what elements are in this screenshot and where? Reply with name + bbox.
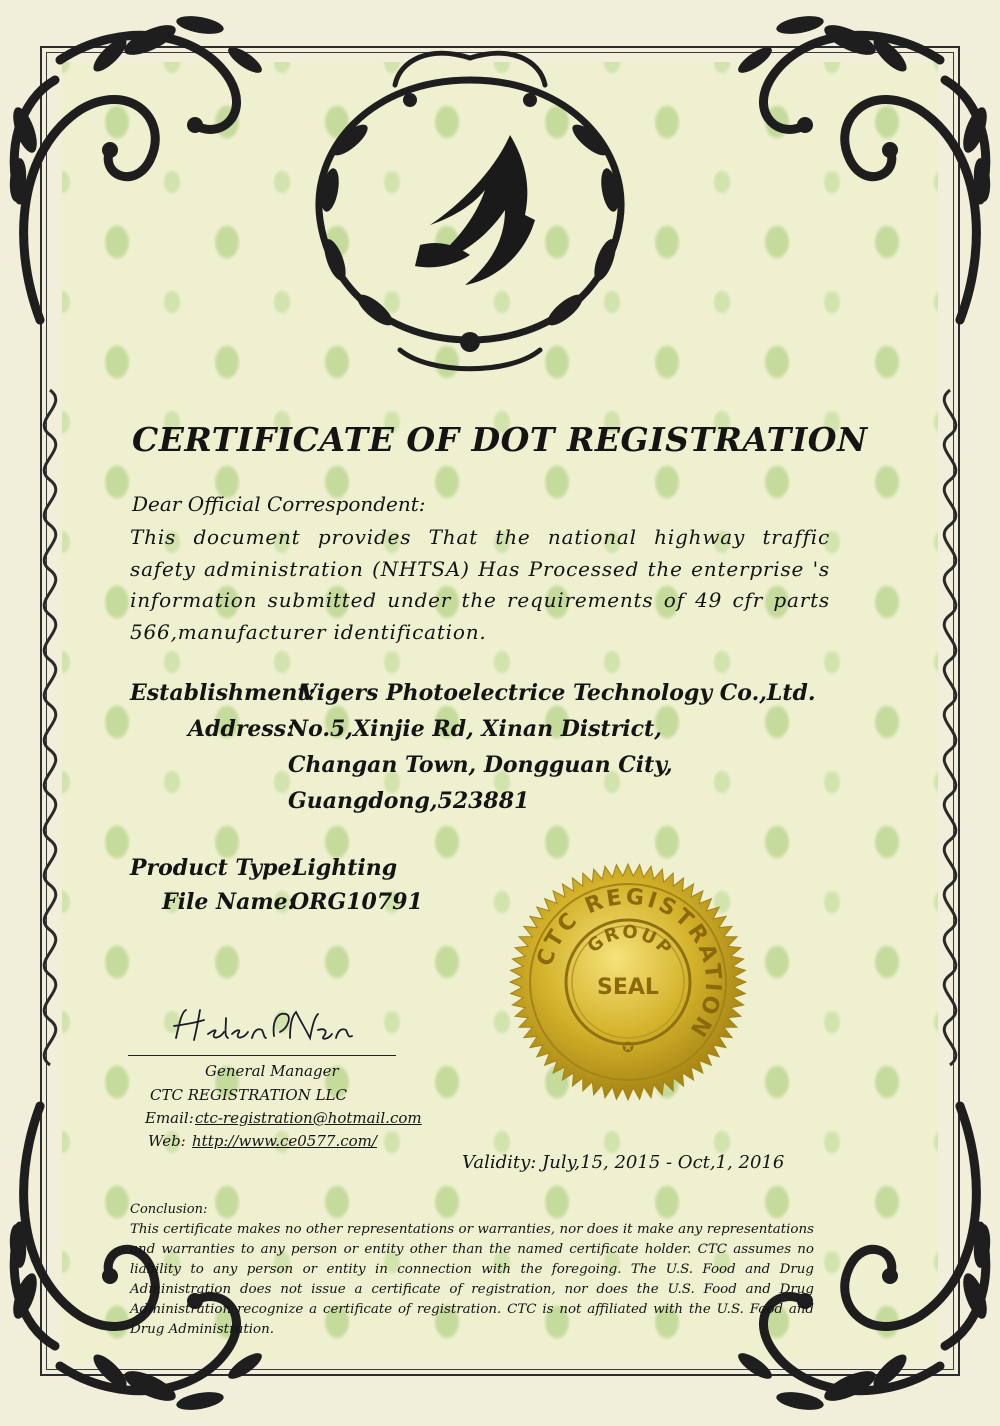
address-line-2: Changan Town, Dongguan City,: [288, 752, 673, 778]
svg-text:✪: ✪: [622, 1040, 634, 1056]
left-swirl-border: [30, 380, 70, 1080]
seal-inner-text: GROUP: [583, 921, 677, 961]
ornamental-wreath: [280, 40, 660, 380]
product-type-label: Product Type:: [130, 855, 300, 881]
organization-name: CTC REGISTRATION LLC: [150, 1086, 347, 1104]
greeting: Dear Official Correspondent:: [132, 492, 426, 516]
certificate-title: CERTIFICATE OF DOT REGISTRATION: [132, 420, 868, 459]
signer-title: General Manager: [205, 1062, 339, 1080]
handwritten-signature: [168, 1000, 368, 1050]
gold-seal-icon: [508, 862, 748, 1102]
address-line-1: No.5,Xinjie Rd, Xinan District,: [288, 716, 662, 742]
address-label: Address:: [188, 716, 295, 742]
eagle-emblem-icon: [415, 135, 535, 285]
corner-flourish-top-left: [0, 0, 300, 330]
product-type-value: Lighting: [292, 855, 398, 881]
address-line-3: Guangdong,523881: [288, 788, 530, 814]
email-label: Email:: [145, 1109, 194, 1127]
seal-ring-text: CTC REGISTRATION: [532, 884, 726, 1044]
intro-paragraph: This document provides That the national highway traffic safety administration (NHTSA) Has Processed the enterprise 's information submitted under the requirements of 49 cfr parts 566,manufacturer identification.: [130, 525, 830, 644]
signature-line: [128, 1055, 396, 1056]
file-name-label: File Name:: [162, 889, 296, 915]
establishment-value: Vigers Photoelectrice Technology Co.,Ltd.: [300, 680, 816, 706]
email-link[interactable]: ctc-registration@hotmail.com: [195, 1109, 422, 1127]
establishment-label: Establishment:: [130, 680, 316, 706]
seal-center-text: SEAL: [597, 975, 659, 1000]
validity-period: Validity: July,15, 2015 - Oct,1, 2016: [462, 1152, 785, 1173]
right-swirl-border: [930, 380, 970, 1080]
web-label: Web:: [148, 1132, 186, 1150]
corner-flourish-top-right: [700, 0, 1000, 330]
file-name-value: ORG10791: [290, 889, 423, 915]
web-link[interactable]: http://www.ce0577.com/: [192, 1132, 377, 1150]
conclusion-label: Conclusion:: [130, 1202, 208, 1217]
conclusion-text: This certificate makes no other representations or warranties, nor does it make any representations and warranties to any person or entity other than the named certificate holder. CTC assumes no liability to any person or entity in connection with the foregoing. The U.S. Food and Drug Administration does not issue a certificate of registration, nor does the U.S. Food and Drug Administration recognize a certificate of registration. CTC is not affiliated with the U.S. Food and Drug Administration.: [130, 1222, 814, 1337]
